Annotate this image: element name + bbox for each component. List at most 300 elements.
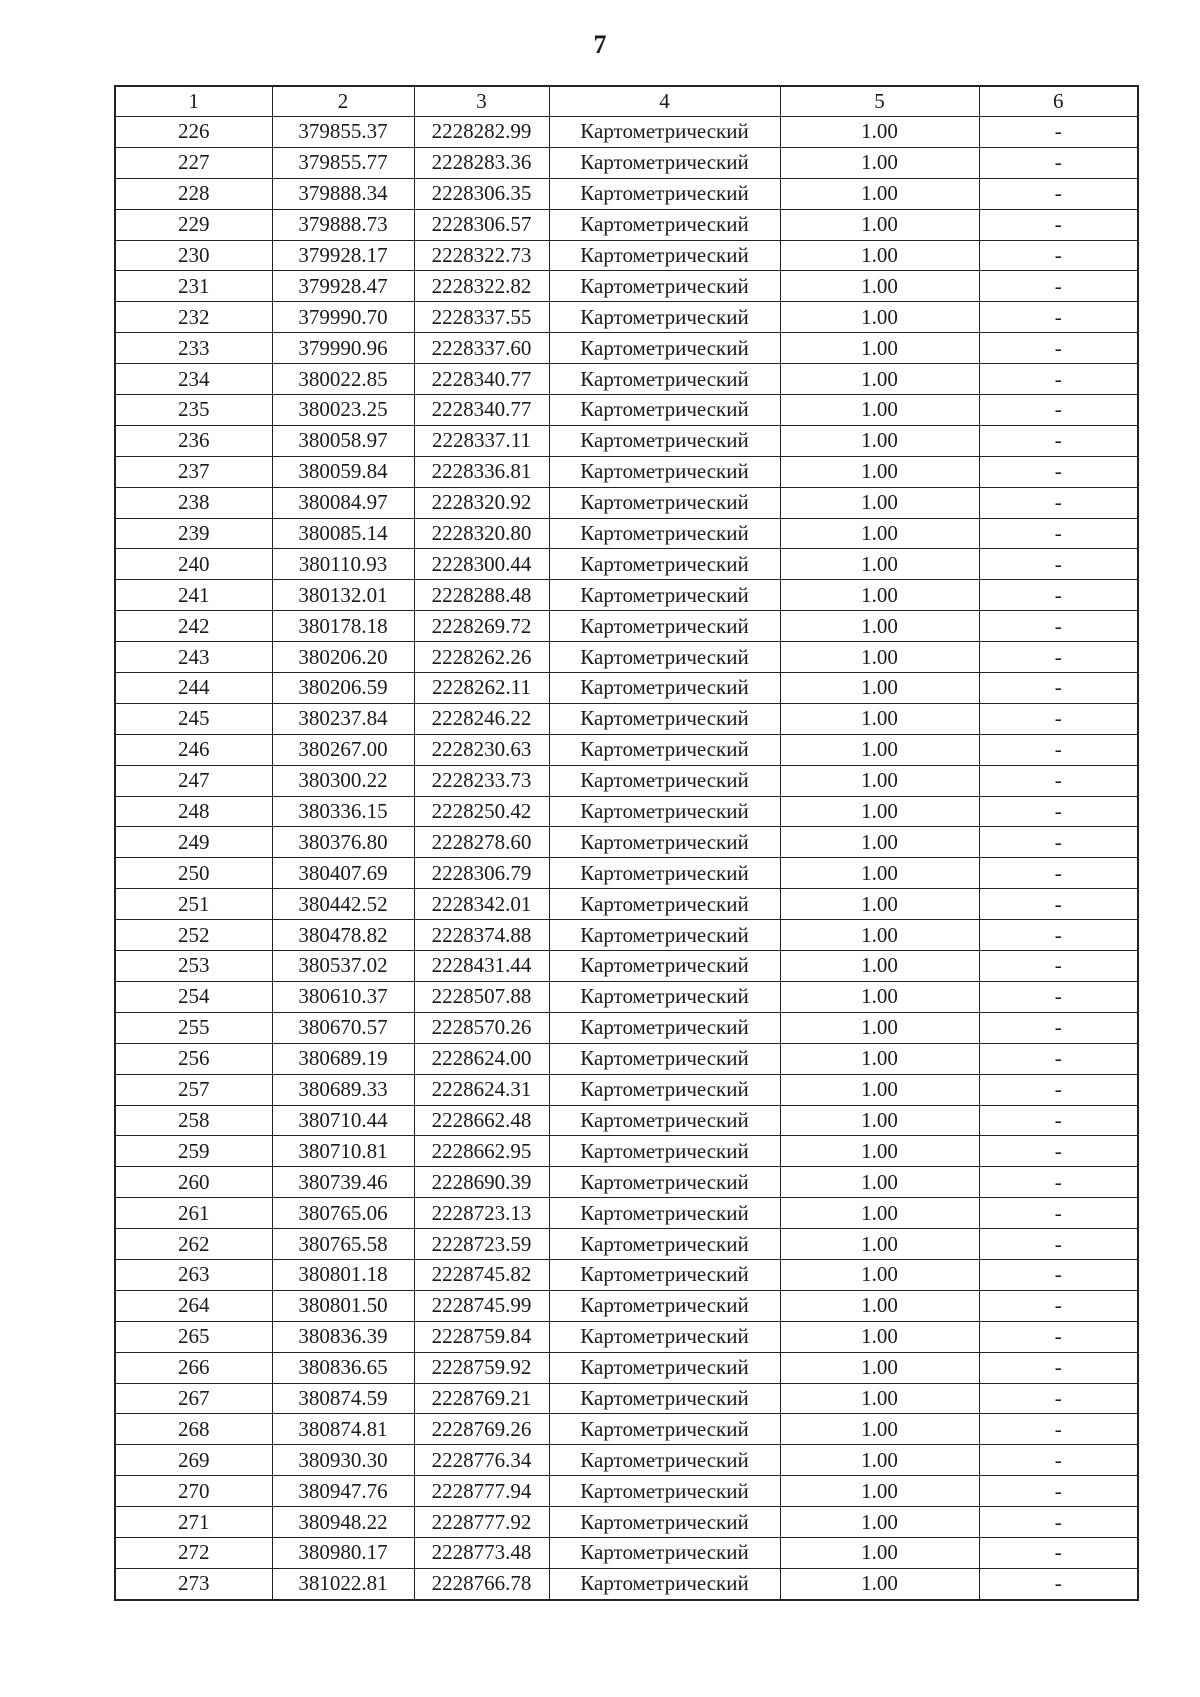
point-number-cell: 262 — [115, 1229, 272, 1260]
point-number-cell: 242 — [115, 611, 272, 642]
method-cell: Картометрический — [549, 1321, 780, 1352]
x-coordinate-cell: 379990.96 — [272, 333, 414, 364]
x-coordinate-cell: 379928.17 — [272, 240, 414, 271]
y-coordinate-cell: 2228662.95 — [414, 1136, 549, 1167]
note-cell: - — [979, 1537, 1138, 1568]
method-cell: Картометрический — [549, 1290, 780, 1321]
y-coordinate-cell: 2228262.26 — [414, 642, 549, 673]
accuracy-cell: 1.00 — [780, 1568, 979, 1599]
accuracy-cell: 1.00 — [780, 1507, 979, 1538]
point-number-cell: 238 — [115, 487, 272, 518]
x-coordinate-cell: 380022.85 — [272, 364, 414, 395]
note-cell: - — [979, 117, 1138, 148]
column-header-1: 1 — [115, 86, 272, 117]
note-cell: - — [979, 1445, 1138, 1476]
table-row — [115, 1568, 1138, 1599]
x-coordinate-cell: 380023.25 — [272, 395, 414, 426]
x-coordinate-cell: 379855.77 — [272, 147, 414, 178]
accuracy-cell: 1.00 — [780, 549, 979, 580]
accuracy-cell: 1.00 — [780, 395, 979, 426]
point-number-cell: 261 — [115, 1198, 272, 1229]
table-row — [115, 1445, 1138, 1476]
method-cell: Картометрический — [549, 1012, 780, 1043]
point-number-cell: 241 — [115, 580, 272, 611]
accuracy-cell: 1.00 — [780, 333, 979, 364]
note-cell: - — [979, 302, 1138, 333]
accuracy-cell: 1.00 — [780, 117, 979, 148]
y-coordinate-cell: 2228723.59 — [414, 1229, 549, 1260]
point-number-cell: 267 — [115, 1383, 272, 1414]
note-cell: - — [979, 642, 1138, 673]
accuracy-cell: 1.00 — [780, 703, 979, 734]
column-header-5: 5 — [780, 86, 979, 117]
table-row — [115, 1259, 1138, 1290]
y-coordinate-cell: 2228306.57 — [414, 209, 549, 240]
table-row — [115, 178, 1138, 209]
method-cell: Картометрический — [549, 1198, 780, 1229]
table-row — [115, 1290, 1138, 1321]
table-row — [115, 703, 1138, 734]
accuracy-cell: 1.00 — [780, 1352, 979, 1383]
table-row — [115, 1043, 1138, 1074]
x-coordinate-cell: 380801.50 — [272, 1290, 414, 1321]
note-cell: - — [979, 580, 1138, 611]
table-header-row — [115, 86, 1138, 117]
note-cell: - — [979, 1136, 1138, 1167]
method-cell: Картометрический — [549, 518, 780, 549]
y-coordinate-cell: 2228759.92 — [414, 1352, 549, 1383]
point-number-cell: 269 — [115, 1445, 272, 1476]
point-number-cell: 252 — [115, 920, 272, 951]
accuracy-cell: 1.00 — [780, 209, 979, 240]
accuracy-cell: 1.00 — [780, 1012, 979, 1043]
note-cell: - — [979, 1352, 1138, 1383]
note-cell: - — [979, 1476, 1138, 1507]
note-cell: - — [979, 1229, 1138, 1260]
y-coordinate-cell: 2228283.36 — [414, 147, 549, 178]
point-number-cell: 248 — [115, 796, 272, 827]
column-header-2: 2 — [272, 86, 414, 117]
note-cell: - — [979, 1167, 1138, 1198]
accuracy-cell: 1.00 — [780, 1167, 979, 1198]
method-cell: Картометрический — [549, 981, 780, 1012]
table-row — [115, 580, 1138, 611]
point-number-cell: 273 — [115, 1568, 272, 1599]
table-row — [115, 147, 1138, 178]
method-cell: Картометрический — [549, 765, 780, 796]
x-coordinate-cell: 380132.01 — [272, 580, 414, 611]
method-cell: Картометрический — [549, 1383, 780, 1414]
table-row — [115, 425, 1138, 456]
point-number-cell: 239 — [115, 518, 272, 549]
note-cell: - — [979, 796, 1138, 827]
table-row — [115, 518, 1138, 549]
x-coordinate-cell: 380710.44 — [272, 1105, 414, 1136]
x-coordinate-cell: 379990.70 — [272, 302, 414, 333]
method-cell: Картометрический — [549, 1136, 780, 1167]
accuracy-cell: 1.00 — [780, 642, 979, 673]
point-number-cell: 266 — [115, 1352, 272, 1383]
x-coordinate-cell: 380689.19 — [272, 1043, 414, 1074]
x-coordinate-cell: 380874.81 — [272, 1414, 414, 1445]
accuracy-cell: 1.00 — [780, 1445, 979, 1476]
point-number-cell: 246 — [115, 734, 272, 765]
method-cell: Картометрический — [549, 364, 780, 395]
x-coordinate-cell: 380058.97 — [272, 425, 414, 456]
method-cell: Картометрический — [549, 549, 780, 580]
y-coordinate-cell: 2228759.84 — [414, 1321, 549, 1352]
accuracy-cell: 1.00 — [780, 580, 979, 611]
point-number-cell: 232 — [115, 302, 272, 333]
method-cell: Картометрический — [549, 456, 780, 487]
x-coordinate-cell: 380478.82 — [272, 920, 414, 951]
note-cell: - — [979, 673, 1138, 704]
note-cell: - — [979, 487, 1138, 518]
y-coordinate-cell: 2228773.48 — [414, 1537, 549, 1568]
method-cell: Картометрический — [549, 673, 780, 704]
y-coordinate-cell: 2228777.92 — [414, 1507, 549, 1538]
column-header-4: 4 — [549, 86, 780, 117]
accuracy-cell: 1.00 — [780, 827, 979, 858]
accuracy-cell: 1.00 — [780, 364, 979, 395]
x-coordinate-cell: 379855.37 — [272, 117, 414, 148]
table-row — [115, 364, 1138, 395]
method-cell: Картометрический — [549, 1074, 780, 1105]
note-cell: - — [979, 889, 1138, 920]
point-number-cell: 230 — [115, 240, 272, 271]
note-cell: - — [979, 364, 1138, 395]
point-number-cell: 265 — [115, 1321, 272, 1352]
method-cell: Картометрический — [549, 487, 780, 518]
note-cell: - — [979, 765, 1138, 796]
accuracy-cell: 1.00 — [780, 1105, 979, 1136]
table-row — [115, 1383, 1138, 1414]
x-coordinate-cell: 380442.52 — [272, 889, 414, 920]
note-cell: - — [979, 1012, 1138, 1043]
x-coordinate-cell: 381022.81 — [272, 1568, 414, 1599]
accuracy-cell: 1.00 — [780, 889, 979, 920]
y-coordinate-cell: 2228278.60 — [414, 827, 549, 858]
accuracy-cell: 1.00 — [780, 858, 979, 889]
y-coordinate-cell: 2228507.88 — [414, 981, 549, 1012]
x-coordinate-cell: 380178.18 — [272, 611, 414, 642]
x-coordinate-cell: 380085.14 — [272, 518, 414, 549]
point-number-cell: 268 — [115, 1414, 272, 1445]
y-coordinate-cell: 2228769.21 — [414, 1383, 549, 1414]
method-cell: Картометрический — [549, 1507, 780, 1538]
x-coordinate-cell: 380801.18 — [272, 1259, 414, 1290]
table-row — [115, 1414, 1138, 1445]
y-coordinate-cell: 2228340.77 — [414, 395, 549, 426]
x-coordinate-cell: 380206.20 — [272, 642, 414, 673]
y-coordinate-cell: 2228337.60 — [414, 333, 549, 364]
table-row — [115, 1074, 1138, 1105]
point-number-cell: 263 — [115, 1259, 272, 1290]
accuracy-cell: 1.00 — [780, 147, 979, 178]
note-cell: - — [979, 703, 1138, 734]
point-number-cell: 237 — [115, 456, 272, 487]
point-number-cell: 234 — [115, 364, 272, 395]
accuracy-cell: 1.00 — [780, 1476, 979, 1507]
y-coordinate-cell: 2228431.44 — [414, 951, 549, 982]
y-coordinate-cell: 2228374.88 — [414, 920, 549, 951]
x-coordinate-cell: 380670.57 — [272, 1012, 414, 1043]
accuracy-cell: 1.00 — [780, 1043, 979, 1074]
method-cell: Картометрический — [549, 1105, 780, 1136]
column-header-6: 6 — [979, 86, 1138, 117]
note-cell: - — [979, 209, 1138, 240]
accuracy-cell: 1.00 — [780, 1290, 979, 1321]
x-coordinate-cell: 380206.59 — [272, 673, 414, 704]
y-coordinate-cell: 2228745.82 — [414, 1259, 549, 1290]
accuracy-cell: 1.00 — [780, 734, 979, 765]
y-coordinate-cell: 2228340.77 — [414, 364, 549, 395]
method-cell: Картометрический — [549, 178, 780, 209]
y-coordinate-cell: 2228570.26 — [414, 1012, 549, 1043]
method-cell: Картометрический — [549, 1352, 780, 1383]
y-coordinate-cell: 2228250.42 — [414, 796, 549, 827]
table-row — [115, 858, 1138, 889]
point-number-cell: 258 — [115, 1105, 272, 1136]
accuracy-cell: 1.00 — [780, 1198, 979, 1229]
x-coordinate-cell: 380836.39 — [272, 1321, 414, 1352]
note-cell: - — [979, 1568, 1138, 1599]
accuracy-cell: 1.00 — [780, 518, 979, 549]
note-cell: - — [979, 1414, 1138, 1445]
accuracy-cell: 1.00 — [780, 1136, 979, 1167]
accuracy-cell: 1.00 — [780, 240, 979, 271]
note-cell: - — [979, 518, 1138, 549]
point-number-cell: 257 — [115, 1074, 272, 1105]
note-cell: - — [979, 240, 1138, 271]
method-cell: Картометрический — [549, 395, 780, 426]
table-row — [115, 1507, 1138, 1538]
table-row — [115, 549, 1138, 580]
method-cell: Картометрический — [549, 1445, 780, 1476]
point-number-cell: 228 — [115, 178, 272, 209]
table-row — [115, 209, 1138, 240]
x-coordinate-cell: 380980.17 — [272, 1537, 414, 1568]
y-coordinate-cell: 2228769.26 — [414, 1414, 549, 1445]
method-cell: Картометрический — [549, 1414, 780, 1445]
point-number-cell: 259 — [115, 1136, 272, 1167]
table-row — [115, 1167, 1138, 1198]
x-coordinate-cell: 380237.84 — [272, 703, 414, 734]
table-row — [115, 889, 1138, 920]
accuracy-cell: 1.00 — [780, 1321, 979, 1352]
method-cell: Картометрический — [549, 1043, 780, 1074]
y-coordinate-cell: 2228342.01 — [414, 889, 549, 920]
note-cell: - — [979, 1105, 1138, 1136]
table-row — [115, 765, 1138, 796]
y-coordinate-cell: 2228337.11 — [414, 425, 549, 456]
accuracy-cell: 1.00 — [780, 271, 979, 302]
method-cell: Картометрический — [549, 1537, 780, 1568]
x-coordinate-cell: 379888.34 — [272, 178, 414, 209]
x-coordinate-cell: 380836.65 — [272, 1352, 414, 1383]
y-coordinate-cell: 2228282.99 — [414, 117, 549, 148]
note-cell: - — [979, 981, 1138, 1012]
x-coordinate-cell: 380110.93 — [272, 549, 414, 580]
method-cell: Картометрический — [549, 240, 780, 271]
table-row — [115, 1012, 1138, 1043]
note-cell: - — [979, 920, 1138, 951]
point-number-cell: 226 — [115, 117, 272, 148]
note-cell: - — [979, 1074, 1138, 1105]
method-cell: Картометрический — [549, 1568, 780, 1599]
accuracy-cell: 1.00 — [780, 1074, 979, 1105]
note-cell: - — [979, 1043, 1138, 1074]
y-coordinate-cell: 2228262.11 — [414, 673, 549, 704]
note-cell: - — [979, 951, 1138, 982]
note-cell: - — [979, 827, 1138, 858]
point-number-cell: 247 — [115, 765, 272, 796]
y-coordinate-cell: 2228322.73 — [414, 240, 549, 271]
point-number-cell: 244 — [115, 673, 272, 704]
y-coordinate-cell: 2228300.44 — [414, 549, 549, 580]
accuracy-cell: 1.00 — [780, 920, 979, 951]
point-number-cell: 240 — [115, 549, 272, 580]
point-number-cell: 235 — [115, 395, 272, 426]
table-row — [115, 920, 1138, 951]
x-coordinate-cell: 380948.22 — [272, 1507, 414, 1538]
accuracy-cell: 1.00 — [780, 1259, 979, 1290]
y-coordinate-cell: 2228306.35 — [414, 178, 549, 209]
note-cell: - — [979, 1290, 1138, 1321]
y-coordinate-cell: 2228776.34 — [414, 1445, 549, 1476]
method-cell: Картометрический — [549, 858, 780, 889]
y-coordinate-cell: 2228320.92 — [414, 487, 549, 518]
y-coordinate-cell: 2228269.72 — [414, 611, 549, 642]
point-number-cell: 231 — [115, 271, 272, 302]
table-row — [115, 395, 1138, 426]
method-cell: Картометрический — [549, 147, 780, 178]
y-coordinate-cell: 2228624.31 — [414, 1074, 549, 1105]
column-header-3: 3 — [414, 86, 549, 117]
y-coordinate-cell: 2228777.94 — [414, 1476, 549, 1507]
x-coordinate-cell: 380765.58 — [272, 1229, 414, 1260]
table-row — [115, 1476, 1138, 1507]
x-coordinate-cell: 379888.73 — [272, 209, 414, 240]
note-cell: - — [979, 271, 1138, 302]
x-coordinate-cell: 380739.46 — [272, 1167, 414, 1198]
method-cell: Картометрический — [549, 920, 780, 951]
x-coordinate-cell: 380765.06 — [272, 1198, 414, 1229]
method-cell: Картометрический — [549, 1229, 780, 1260]
y-coordinate-cell: 2228336.81 — [414, 456, 549, 487]
table-row — [115, 1136, 1138, 1167]
method-cell: Картометрический — [549, 580, 780, 611]
method-cell: Картометрический — [549, 796, 780, 827]
method-cell: Картометрический — [549, 703, 780, 734]
point-number-cell: 272 — [115, 1537, 272, 1568]
x-coordinate-cell: 380610.37 — [272, 981, 414, 1012]
table-row — [115, 642, 1138, 673]
note-cell: - — [979, 734, 1138, 765]
accuracy-cell: 1.00 — [780, 796, 979, 827]
note-cell: - — [979, 1507, 1138, 1538]
method-cell: Картометрический — [549, 734, 780, 765]
point-number-cell: 250 — [115, 858, 272, 889]
accuracy-cell: 1.00 — [780, 765, 979, 796]
table-row — [115, 117, 1138, 148]
note-cell: - — [979, 178, 1138, 209]
point-number-cell: 253 — [115, 951, 272, 982]
table-row — [115, 240, 1138, 271]
x-coordinate-cell: 380710.81 — [272, 1136, 414, 1167]
method-cell: Картометрический — [549, 271, 780, 302]
table-row — [115, 1198, 1138, 1229]
accuracy-cell: 1.00 — [780, 1414, 979, 1445]
x-coordinate-cell: 379928.47 — [272, 271, 414, 302]
method-cell: Картометрический — [549, 1259, 780, 1290]
x-coordinate-cell: 380267.00 — [272, 734, 414, 765]
table-row — [115, 487, 1138, 518]
note-cell: - — [979, 333, 1138, 364]
table-row — [115, 302, 1138, 333]
method-cell: Картометрический — [549, 951, 780, 982]
y-coordinate-cell: 2228322.82 — [414, 271, 549, 302]
x-coordinate-cell: 380689.33 — [272, 1074, 414, 1105]
point-number-cell: 256 — [115, 1043, 272, 1074]
y-coordinate-cell: 2228230.63 — [414, 734, 549, 765]
accuracy-cell: 1.00 — [780, 425, 979, 456]
point-number-cell: 227 — [115, 147, 272, 178]
accuracy-cell: 1.00 — [780, 1229, 979, 1260]
y-coordinate-cell: 2228246.22 — [414, 703, 549, 734]
point-number-cell: 270 — [115, 1476, 272, 1507]
table-row — [115, 611, 1138, 642]
y-coordinate-cell: 2228233.73 — [414, 765, 549, 796]
method-cell: Картометрический — [549, 642, 780, 673]
note-cell: - — [979, 1383, 1138, 1414]
point-number-cell: 255 — [115, 1012, 272, 1043]
method-cell: Картометрический — [549, 1476, 780, 1507]
y-coordinate-cell: 2228624.00 — [414, 1043, 549, 1074]
table-row — [115, 1229, 1138, 1260]
y-coordinate-cell: 2228320.80 — [414, 518, 549, 549]
note-cell: - — [979, 1198, 1138, 1229]
y-coordinate-cell: 2228690.39 — [414, 1167, 549, 1198]
accuracy-cell: 1.00 — [780, 611, 979, 642]
table-row — [115, 734, 1138, 765]
method-cell: Картометрический — [549, 889, 780, 920]
method-cell: Картометрический — [549, 117, 780, 148]
note-cell: - — [979, 549, 1138, 580]
point-number-cell: 271 — [115, 1507, 272, 1538]
note-cell: - — [979, 147, 1138, 178]
table-body — [115, 117, 1138, 1600]
accuracy-cell: 1.00 — [780, 981, 979, 1012]
method-cell: Картометрический — [549, 827, 780, 858]
accuracy-cell: 1.00 — [780, 302, 979, 333]
note-cell: - — [979, 395, 1138, 426]
x-coordinate-cell: 380930.30 — [272, 1445, 414, 1476]
coordinates-table — [114, 85, 1139, 1601]
accuracy-cell: 1.00 — [780, 178, 979, 209]
method-cell: Картометрический — [549, 611, 780, 642]
point-number-cell: 243 — [115, 642, 272, 673]
point-number-cell: 233 — [115, 333, 272, 364]
table-row — [115, 1321, 1138, 1352]
note-cell: - — [979, 858, 1138, 889]
x-coordinate-cell: 380376.80 — [272, 827, 414, 858]
y-coordinate-cell: 2228288.48 — [414, 580, 549, 611]
point-number-cell: 229 — [115, 209, 272, 240]
table-row — [115, 796, 1138, 827]
y-coordinate-cell: 2228766.78 — [414, 1568, 549, 1599]
y-coordinate-cell: 2228337.55 — [414, 302, 549, 333]
